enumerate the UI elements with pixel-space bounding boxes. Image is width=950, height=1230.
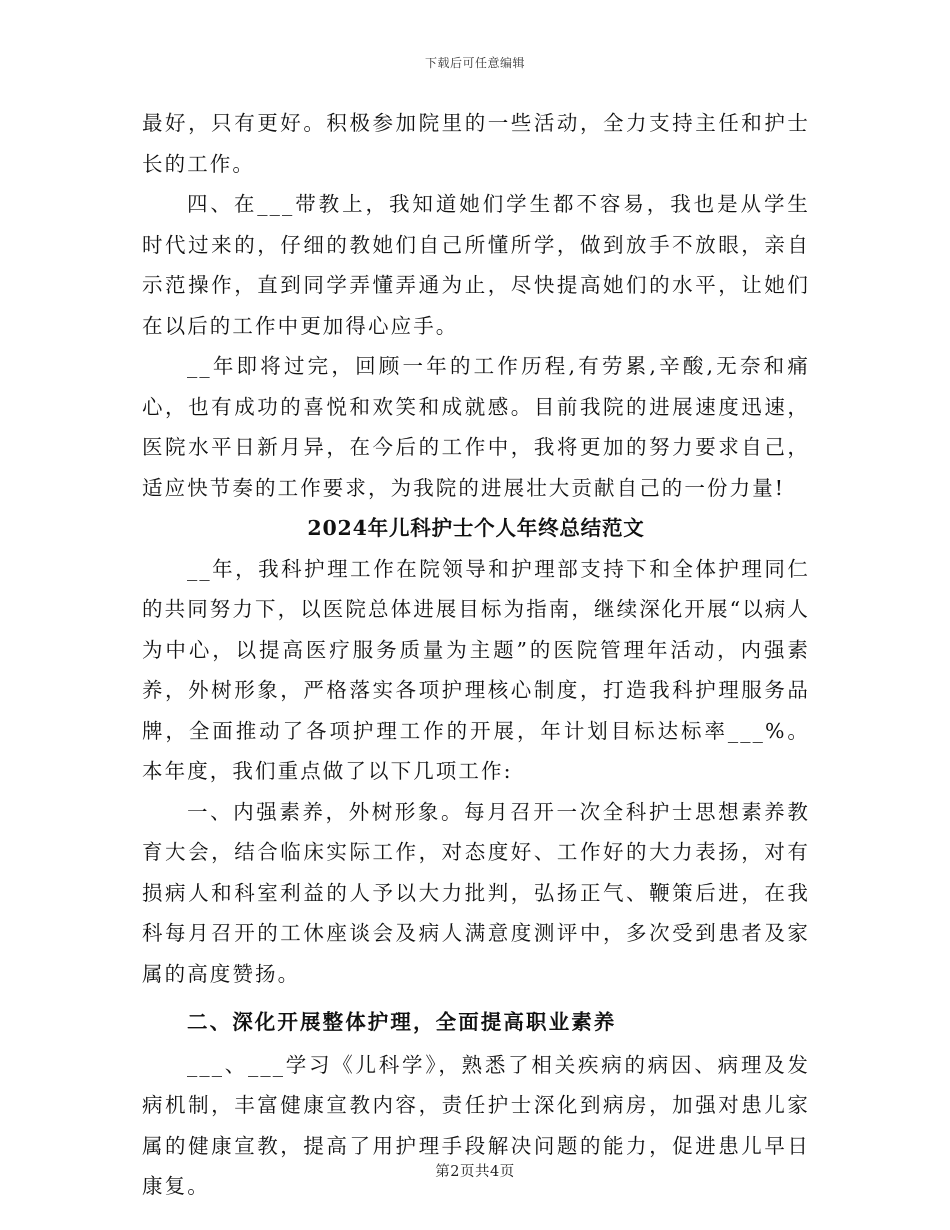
paragraph-continuation: 最好，只有更好。积极参加院里的一些活动，全力支持主任和护士长的工作。 [142,111,810,176]
paragraph-teaching: 四、在___带教上，我知道她们学生都不容易，我也是从学生时代过来的，仔细的教她们自己所懂所学，做到放手不放眼，亲自示范操作，直到同学弄懂弄通为止，尽快提高她们的水平，让她们在以后的工作中更加得心应手。 [142,192,810,338]
paragraph-intro: __年，我科护理工作在院领导和护理部支持下和全体护理同仁的共同努力下，以医院总体进展目标为指南，继续深化开展“以病人为中心，以提高医疗服务质量为主题”的医院管理年活动，内强素养，外树形象，严格落实各项护理核心制度，打造我科护理服务品牌，全面推动了各项护理工作的开展，年计划目标达标率___%。本年度，我们重点做了以下几项工作: [142,556,810,783]
paragraph-year-review: __年即将过完，回顾一年的工作历程,有劳累,辛酸,无奈和痛心，也有成功的喜悦和欢笑和成就感。目前我院的进展速度迅速，医院水平日新月异，在今后的工作中，我将更加的努力要求自己，适应快节奏的工作要求，为我院的进展壮大贡献自己的一份力量! [142,354,810,500]
subheading-item-two: 二、深化开展整体护理，全面提高职业素养 [187,1010,617,1034]
paragraph-item-one: 一、内强素养，外树形象。每月召开一次全科护士思想素养教育大会，结合临床实际工作，对态度好、工作好的大力表扬，对有损病人和科室利益的人予以大力批判，弘扬正气、鞭策后进，在我科每月召开的工休座谈会及病人满意度测评中，多次受到患者及家属的高度赞扬。 [142,799,810,986]
paragraph-study: ___、___学习《儿科学》，熟悉了相关疾病的病因、病理及发病机制，丰富健康宣教内容，责任护士深化到病房，加强对患儿家属的健康宣教，提高了用护理手段解决问题的能力，促进患儿早日康复。 [142,1052,810,1198]
section-title: 2024年儿科护士个人年终总结范文 [307,516,645,540]
document-body [142,103,810,1207]
header-note: 下载后可任意编辑 [424,56,525,70]
page-number: 第2页共4页 [435,1164,515,1180]
